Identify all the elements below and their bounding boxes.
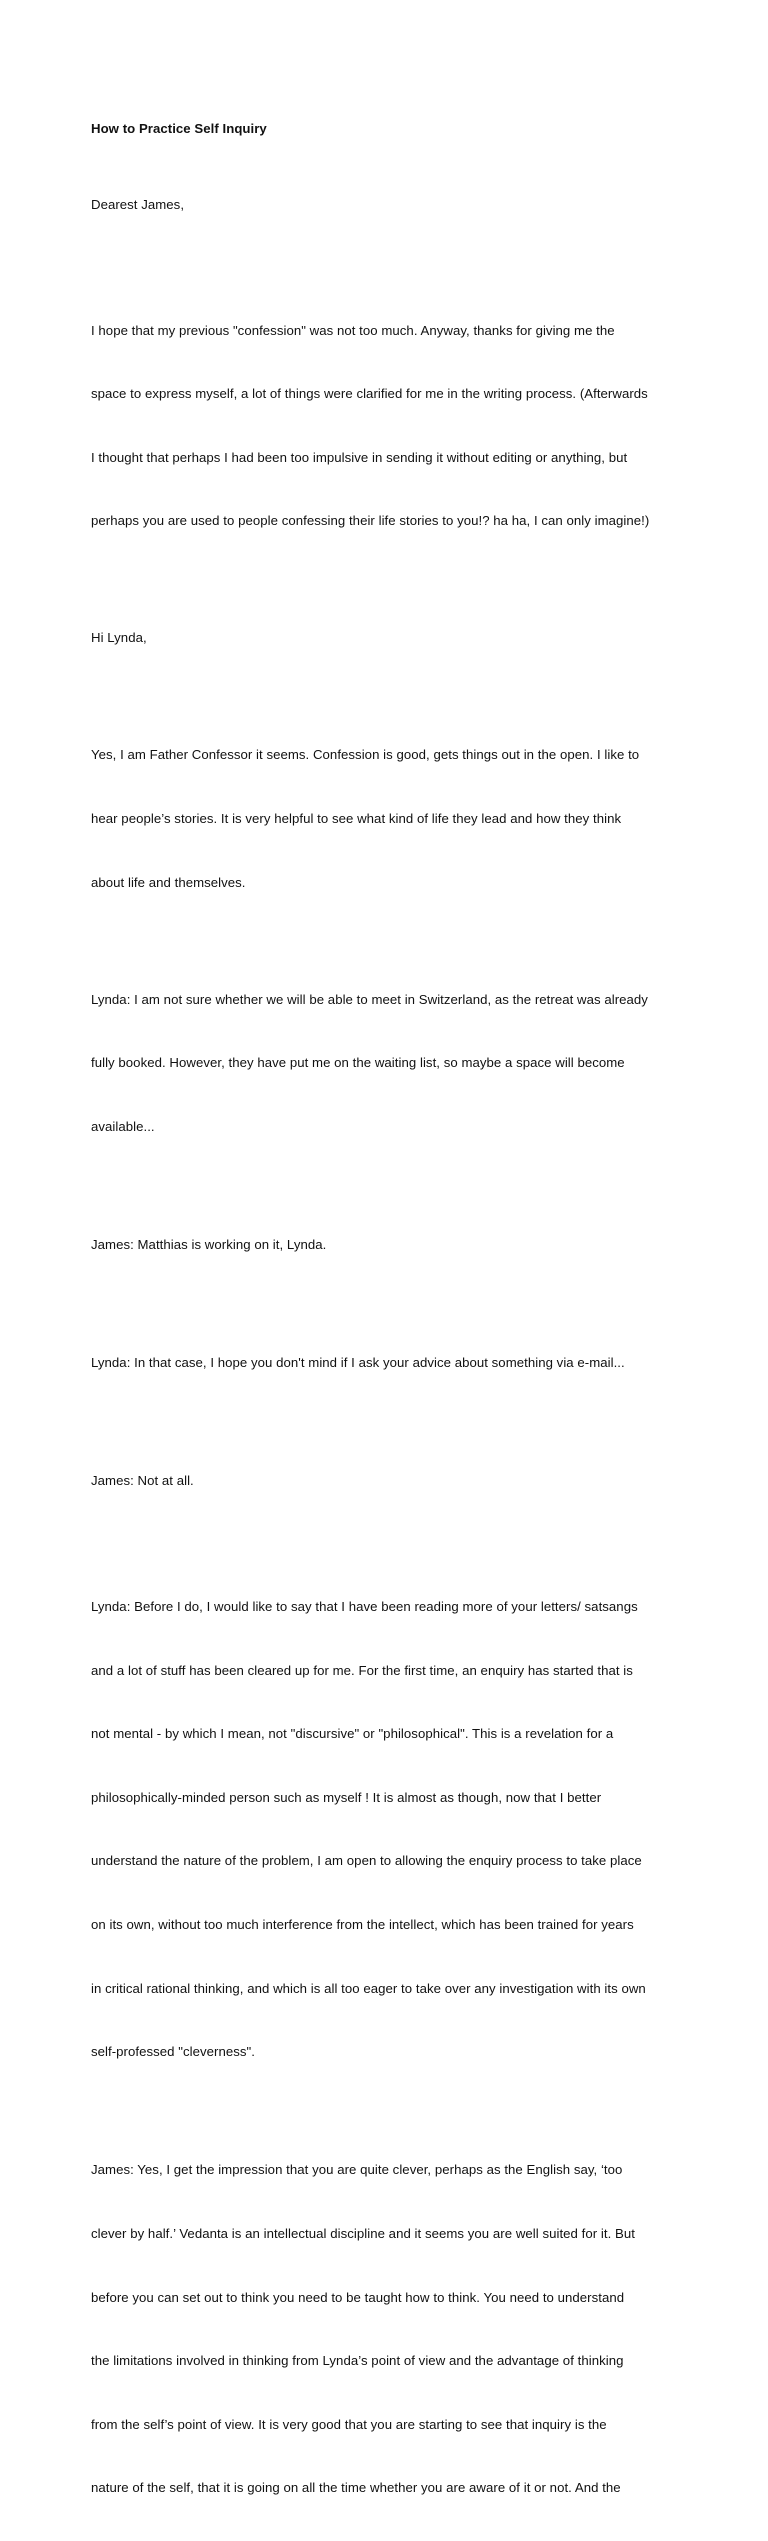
paragraph-confession-followup: [91, 277, 681, 574]
text-line: not mental - by which I mean, not "discursive" or "philosophical". This is a revelation for a: [91, 1726, 614, 1742]
text-line: self-professed "cleverness".: [91, 2044, 255, 2060]
text-line: James: Yes, I get the impression that you are quite clever, perhaps as the English say, ‘too: [91, 2162, 623, 2178]
paragraph-james-matthias: [91, 1192, 681, 1298]
paragraph-father-confessor: [91, 702, 681, 935]
text-line: from the self’s point of view. It is very good that you are starting to see that inquiry is the: [91, 2416, 607, 2432]
text-line: on its own, without too much interference from the intellect, which has been trained for years: [91, 1917, 634, 1933]
text-line: I thought that perhaps I had been too impulsive in sending it without editing or anything, but: [91, 449, 628, 465]
text-line: Hi Lynda,: [91, 630, 147, 646]
paragraph-greeting-james: [91, 151, 681, 257]
paragraph-lynda-switzerland: [91, 946, 681, 1179]
document-title: How to Practice Self Inquiry: [91, 121, 267, 136]
text-line: philosophically-minded person such as myself ! It is almost as though, now that I better: [91, 1789, 602, 1805]
text-line: Lynda: I am not sure whether we will be able to meet in Switzerland, as the retreat was already: [91, 991, 648, 1007]
text-line: about life and themselves.: [91, 874, 246, 890]
text-line: Dearest James,: [91, 196, 185, 212]
text-line: James: Not at all.: [91, 1472, 194, 1488]
text-line: the limitations involved in thinking from Lynda’s point of view and the advantage of thinking: [91, 2353, 624, 2369]
paragraph-james-clever: [91, 2117, 681, 2541]
text-line: perhaps you are used to people confessing their life stories to you!? ha ha, I can only imagine!): [91, 513, 650, 529]
text-line: in critical rational thinking, and which is all too eager to take over any investigation with its own: [91, 1980, 646, 1996]
text-line: fully booked. However, they have put me on the waiting list, so maybe a space will become: [91, 1055, 625, 1071]
text-line: hear people’s stories. It is very helpful to see what kind of life they lead and how they think: [91, 811, 622, 827]
paragraph-greeting-lynda: [91, 585, 681, 691]
text-line: Lynda: In that case, I hope you don't mind if I ask your advice about something via e-mail...: [91, 1354, 625, 1370]
text-line: clever by half.’ Vedanta is an intellectual discipline and it seems you are well suited for it. But: [91, 2225, 635, 2241]
text-line: and a lot of stuff has been cleared up for me. For the first time, an enquiry has started that is: [91, 1662, 633, 1678]
text-line: Lynda: Before I do, I would like to say that I have been reading more of your letters/ satsangs: [91, 1599, 638, 1614]
paragraph-lynda-advice: [91, 1310, 681, 1416]
text-line: before you can set out to think you need to be taught how to think. You need to understand: [91, 2289, 625, 2305]
text-line: available...: [91, 1118, 155, 1134]
document-body: [91, 118, 681, 2541]
text-line: I hope that my previous "confession" was not too much. Anyway, thanks for giving me the: [91, 322, 615, 338]
text-line: Yes, I am Father Confessor it seems. Confession is good, gets things out in the open. I like to: [91, 747, 640, 763]
text-line: understand the nature of the problem, I am open to allowing the enquiry process to take place: [91, 1853, 642, 1869]
text-line: space to express myself, a lot of things were clarified for me in the writing process. (Afterwards: [91, 386, 648, 402]
text-line: nature of the self, that it is going on all the time whether you are aware of it or not. And the: [91, 2480, 621, 2496]
text-line: James: Matthias is working on it, Lynda.: [91, 1236, 327, 1252]
paragraph-james-not-at-all: [91, 1428, 681, 1534]
paragraph-lynda-before-i-do: [91, 1554, 681, 2105]
